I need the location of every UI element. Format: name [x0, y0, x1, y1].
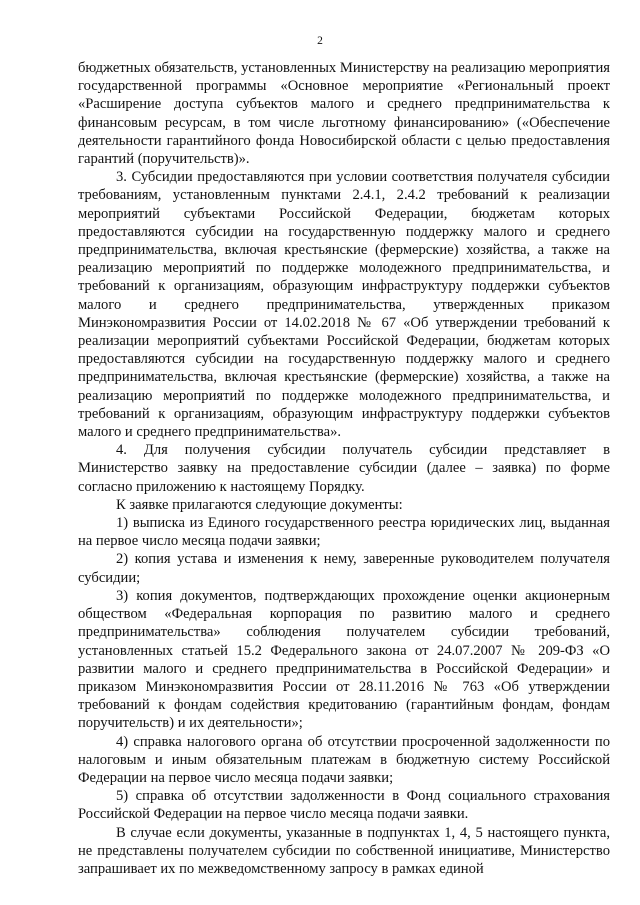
- list-item-3: 3) копия документов, подтверждающих прохождение оценки акционерным обществом «Федеральная корпорация по развитию малого и среднего предпринимательства» соблюдения получателем субсидии требований, установленных статьей 15.2 Федерального закона от 24.07.2007 № 209-ФЗ «О развитии малого и среднего предпринимательства в Российской Федерации» и приказом Минэкономразвития России от 28.11.2016 № 763 «Об утверждении требований к фондам содействия кредитованию (гарантийным фондам, фондам поручительств) и их деятельности»;: [78, 587, 610, 732]
- list-item-1: 1) выписка из Единого государственного реестра юридических лиц, выданная на первое число месяца подачи заявки;: [78, 515, 610, 550]
- paragraph-item-3: 3. Субсидии предоставляются при условии соответствия получателя субсидии требованиям, установленным пунктами 2.4.1, 2.4.2 требований к реализации мероприятий субъектами Российской Федерации, бюджетам которых предоставляются субсидии на государственную поддержку малого и среднего предпринимательства, включая крестьянские (фермерские) хозяйства, а также на реализацию мероприятий по поддержке молодежного предпринимательства, и требований к организациям, образующим инфраструктуру поддержки субъектов малого и среднего предпринимательства, утвержденных приказом Минэкономразвития России от 14.02.2018 № 67 «Об утверждении требований к реализации мероприятий субъектами Российской Федерации, бюджетам которых предоставляются субсидии на государственную поддержку малого и среднего предпринимательства, включая крестьянские (фермерские) хозяйства, а также на реализацию мероприятий по поддержке молодежного предпринимательства, и требований к организациям, образующим инфраструктуру поддержки субъектов малого и среднего предпринимательства».: [78, 169, 610, 441]
- page-number: 2: [317, 35, 323, 47]
- list-item-2: 2) копия устава и изменения к нему, заверенные руководителем получателя субсидии;: [78, 551, 610, 586]
- list-item-4: 4) справка налогового органа об отсутствии просроченной задолженности по налоговым и иным обязательным платежам в бюджетную систему Российской Федерации на первое число месяца подачи заявки;: [78, 733, 610, 786]
- paragraph-item-4: 4. Для получения субсидии получатель субсидии представляет в Министерство заявку на предоставление субсидии (далее – заявка) по форме согласно приложению к настоящему Порядку.: [78, 442, 610, 495]
- document-body: [78, 59, 610, 878]
- list-item-5: 5) справка об отсутствии задолженности в Фонд социального страхования Российской Федерации на первое число месяца подачи заявки.: [78, 788, 610, 823]
- paragraph-interagency-request: В случае если документы, указанные в подпунктах 1, 4, 5 настоящего пункта, не представлены получателем субсидии по собственной инициативе, Министерство запрашивает их по межведомственному запросу в рамках единой: [78, 824, 610, 877]
- paragraph-continuation: бюджетных обязательств, установленных Министерству на реализацию мероприятия государственной программы «Основное мероприятие «Региональный проект «Расширение доступа субъектов малого и среднего предпринимательства к финансовым ресурсам, в том числе льготному финансированию» («Обеспечение деятельности гарантийного фонда Новосибирской области с целью предоставления гарантий (поручительств)».: [78, 60, 610, 168]
- paragraph-attachments-intro: К заявке прилагаются следующие документы:: [116, 496, 403, 513]
